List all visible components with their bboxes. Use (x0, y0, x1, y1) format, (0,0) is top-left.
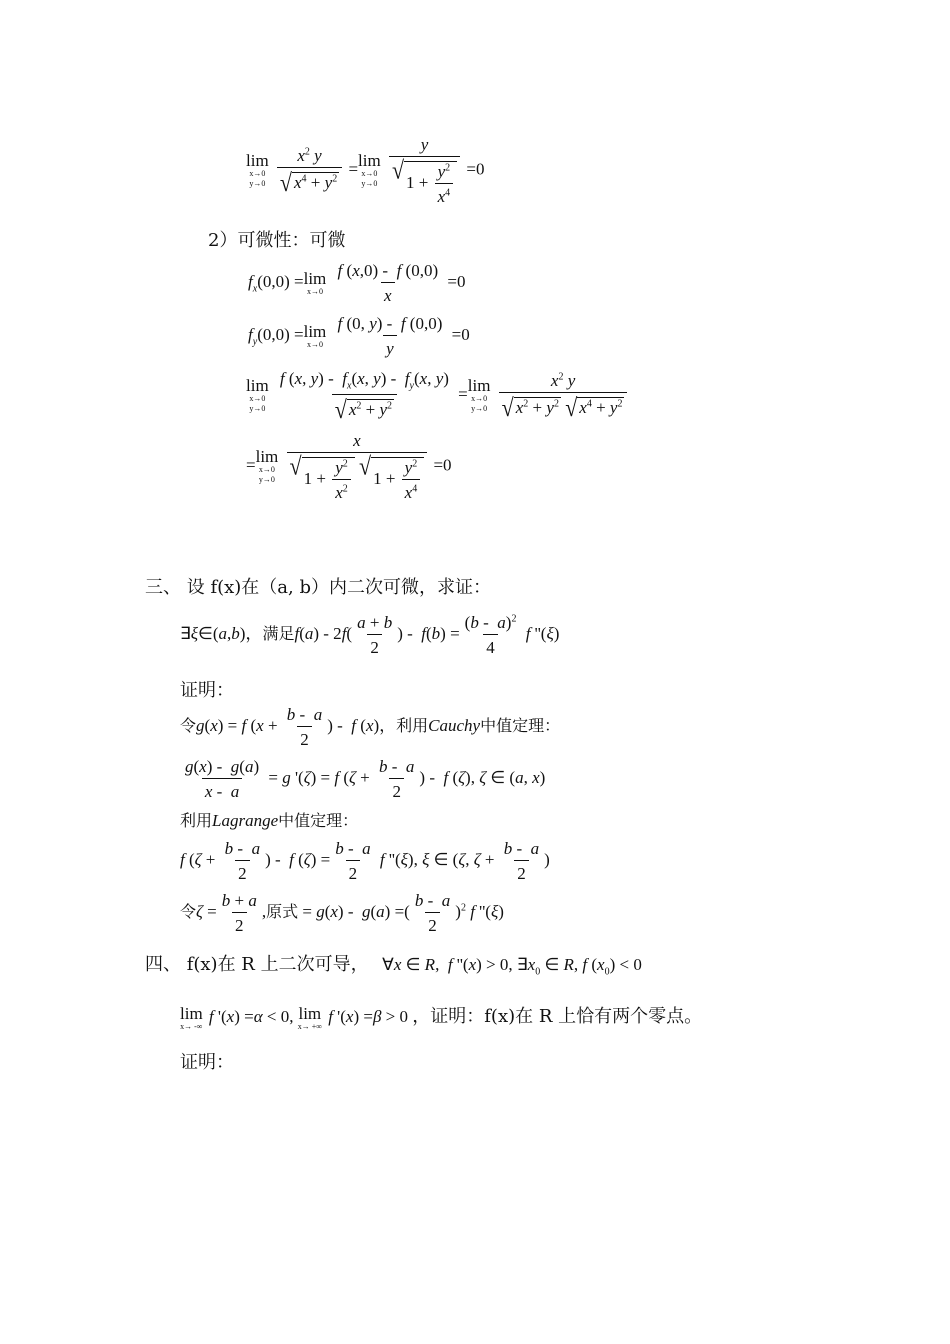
proof-step3 (180, 812, 358, 829)
cauchy-term: Cauchy (428, 715, 481, 735)
claim-tail-text: 满足 (262, 623, 295, 643)
step1-mid: 利用 (396, 715, 429, 735)
step5-prefix: 令 (180, 901, 197, 921)
step3-suffix: 中值定理： (278, 811, 359, 830)
limit-equation-1: lim x→0 y→0 $x^2$ y √ $x^4 + y^2$ = lim x→0 y→0 y √ 1 + $\frac{y^2}{x^4}$ =0 (246, 135, 485, 206)
section4-heading-line (145, 950, 642, 977)
section3-claim: ∃ξ∈(a,b)，满足f(a) - 2f( $\frac{a + b}{2}$ ) - f(b) = $\frac{(b - a)^2}{4}$ f ''(ξ) (180, 613, 560, 657)
section3-proof-label: 证明： (180, 680, 234, 701)
differentiability-limit: lim x→0 y→0 f (x, $y) - f_x(x$, $y) - f_y(x$, y) √ $x^2 + y^2$ = lim x→0 y→0 $x^2$ y √ $x^2 + y^2$ √ $x^4 + y^2$ (246, 370, 629, 421)
step1-suffix: 中值定理： (480, 715, 561, 735)
differentiability-limit-2: = lim x→0 y→0 x √ 1 + $\frac{y^2}{x^2}$ √ 1 + $\frac{y^2}{x^4}$ =0 (246, 431, 452, 502)
section4-conditions: ∀x ∈ R, f ''(x) > 0, $\exists x_0$ ∈ R, f $(x_0) < 0$ (373, 955, 642, 978)
section4-proof-label: 证明： (180, 1052, 234, 1073)
section4-claim-line (180, 1002, 702, 1032)
partial-fx-equation: $f_x(0,0)$ = lim x→0 $\frac{f (x,0) - f (0,0)}{x}$ =0 (248, 261, 466, 305)
step5-mid: 原式 (266, 901, 299, 921)
step1-prefix: 令 (180, 715, 197, 735)
proof-step1: 令g(x) = f (x + $\frac{b - a}{2}$ ) - f (x)，利用Cauchy中值定理： (180, 705, 561, 749)
section4-claim-tail: ，证明：f(x)在 R 上恰有两个零点。 (412, 1006, 703, 1027)
proof-step5: 令ζ = $\frac{b + a}{2}$ ,原式 = g(x) - g(a) =( $\frac{b - a}{2}$ )$^2$ f ''(ξ) (180, 891, 504, 935)
item2-heading: 2）可微性：可微 (208, 230, 346, 251)
step3-prefix: 利用 (180, 811, 213, 830)
partial-fy-equation: $f_y(0,0)$ = lim x→0 $\frac{f (0, y) - f (0,0)}{y}$ =0 (248, 314, 470, 358)
lagrange-term: Lagrange (212, 811, 279, 830)
section3-title: 三、 设 f(x)在（a, b）内二次可微，求证： (145, 577, 491, 598)
section4-title: 四、 f(x)在 R 上二次可导， (145, 954, 369, 975)
section4-limits: lim x→ -∞ f '(x) =α < 0, lim x→ +∞ f '(x) =β > 0 (180, 1003, 413, 1031)
proof-step4: f (ζ + $\frac{b - a}{2}$ ) - f (ζ) = $\frac{b - a}{2}$ f ''(ξ), ξ ∈ (ζ, ζ + $\frac{b - a}{2}$ ) (180, 839, 550, 883)
proof-step2: $\frac{g(x) - g(a)}{x - a}$ = g '(ζ) = f (ζ + $\frac{b - a}{2}$ ) - f (ζ), ζ ∈ (a, x) (185, 757, 546, 801)
